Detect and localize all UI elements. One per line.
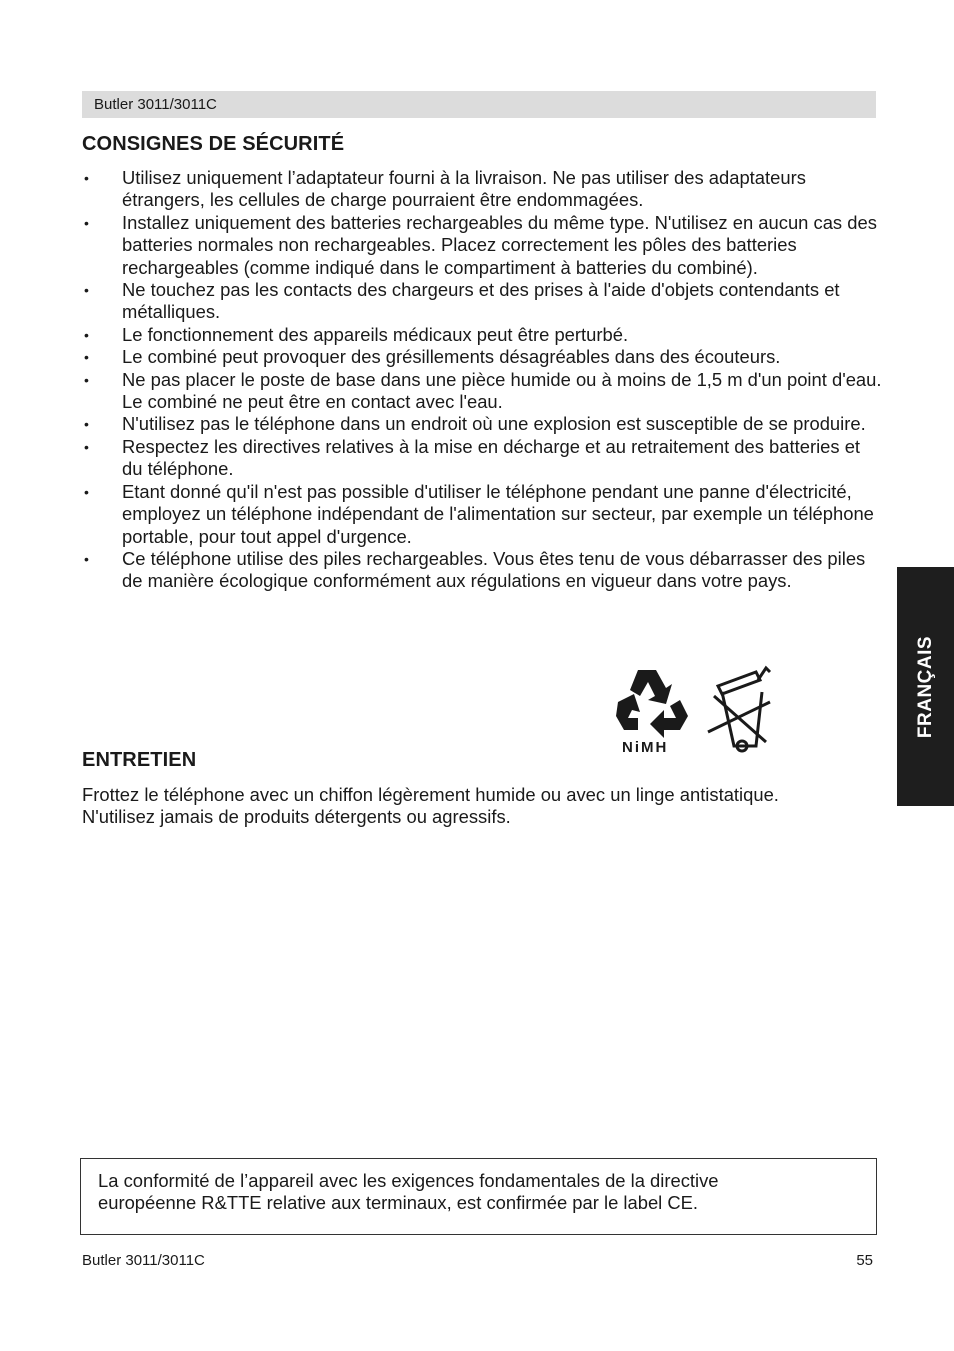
nimh-label: NiMH	[622, 739, 669, 756]
list-item: • Ne pas placer le poste de base dans une pièce humide ou à moins de 1,5 m d'un point d'eau. Le combiné ne peut être en contact avec l'eau.	[84, 368, 882, 413]
header-model: Butler 3011/3011C	[94, 96, 217, 113]
footer-model: Butler 3011/3011C	[82, 1252, 205, 1269]
safety-title: CONSIGNES DE SÉCURITÉ	[82, 133, 345, 155]
language-label: FRANÇAIS	[914, 635, 936, 738]
header-bar	[82, 91, 876, 118]
language-tab	[897, 567, 954, 806]
list-item: • Installez uniquement des batteries rechargeables du même type. N'utilisez en aucun cas des batteries normales non rechargeables. Placez correctement les pôles des batteries rechargeables (comme indiqué dans le compartiment à batteries du combiné).	[84, 211, 877, 278]
ce-notice-box: La conformité de l’appareil avec les exigences fondamentales de la directive européenne R&TTE relative aux terminaux, est confirmée par le label CE.	[80, 1158, 877, 1235]
safety-list	[82, 167, 882, 593]
list-item: • Le combiné peut provoquer des grésillements désagréables dans des écouteurs.	[84, 346, 781, 368]
list-item: • Le fonctionnement des appareils médicaux peut être perturbé.	[84, 323, 629, 345]
list-item: • Ne touchez pas les contacts des chargeurs et des prises à l'aide d'objets contendants et métalliques.	[84, 279, 840, 323]
page-number: 55	[856, 1252, 873, 1269]
recycle-icon	[610, 662, 780, 762]
crossed-out-bin-icon	[708, 668, 770, 751]
list-item: • Ce téléphone utilise des piles rechargeables. Vous êtes tenu de vous débarrasser des piles de manière écologique conformément aux régulations en vigueur dans votre pays.	[84, 547, 866, 592]
maintenance-text: Frottez le téléphone avec un chiffon légèrement humide ou avec un linge antistatique. N'utilisez jamais de produits détergents ou agressifs.	[82, 784, 779, 828]
list-item: • N'utilisez pas le téléphone dans un endroit où une explosion est susceptible de se produire.	[84, 413, 866, 435]
disposal-symbols	[610, 662, 780, 762]
list-item: • Etant donné qu'il n'est pas possible d'utiliser le téléphone pendant une panne d'électricité, employez un téléphone indépendant de l'alimentation sur secteur, par exemple un téléphone portable, pour tout appel d'urgence.	[84, 480, 874, 547]
list-item: • Utilisez uniquement l’adaptateur fourni à la livraison. Ne pas utiliser des adaptateurs étrangers, les cellules de charge pourraient être endommagées.	[84, 167, 806, 211]
list-item: • Respectez les directives relatives à la mise en décharge et au retraitement des batteries et du téléphone.	[84, 435, 861, 480]
maintenance-title: ENTRETIEN	[82, 749, 197, 771]
